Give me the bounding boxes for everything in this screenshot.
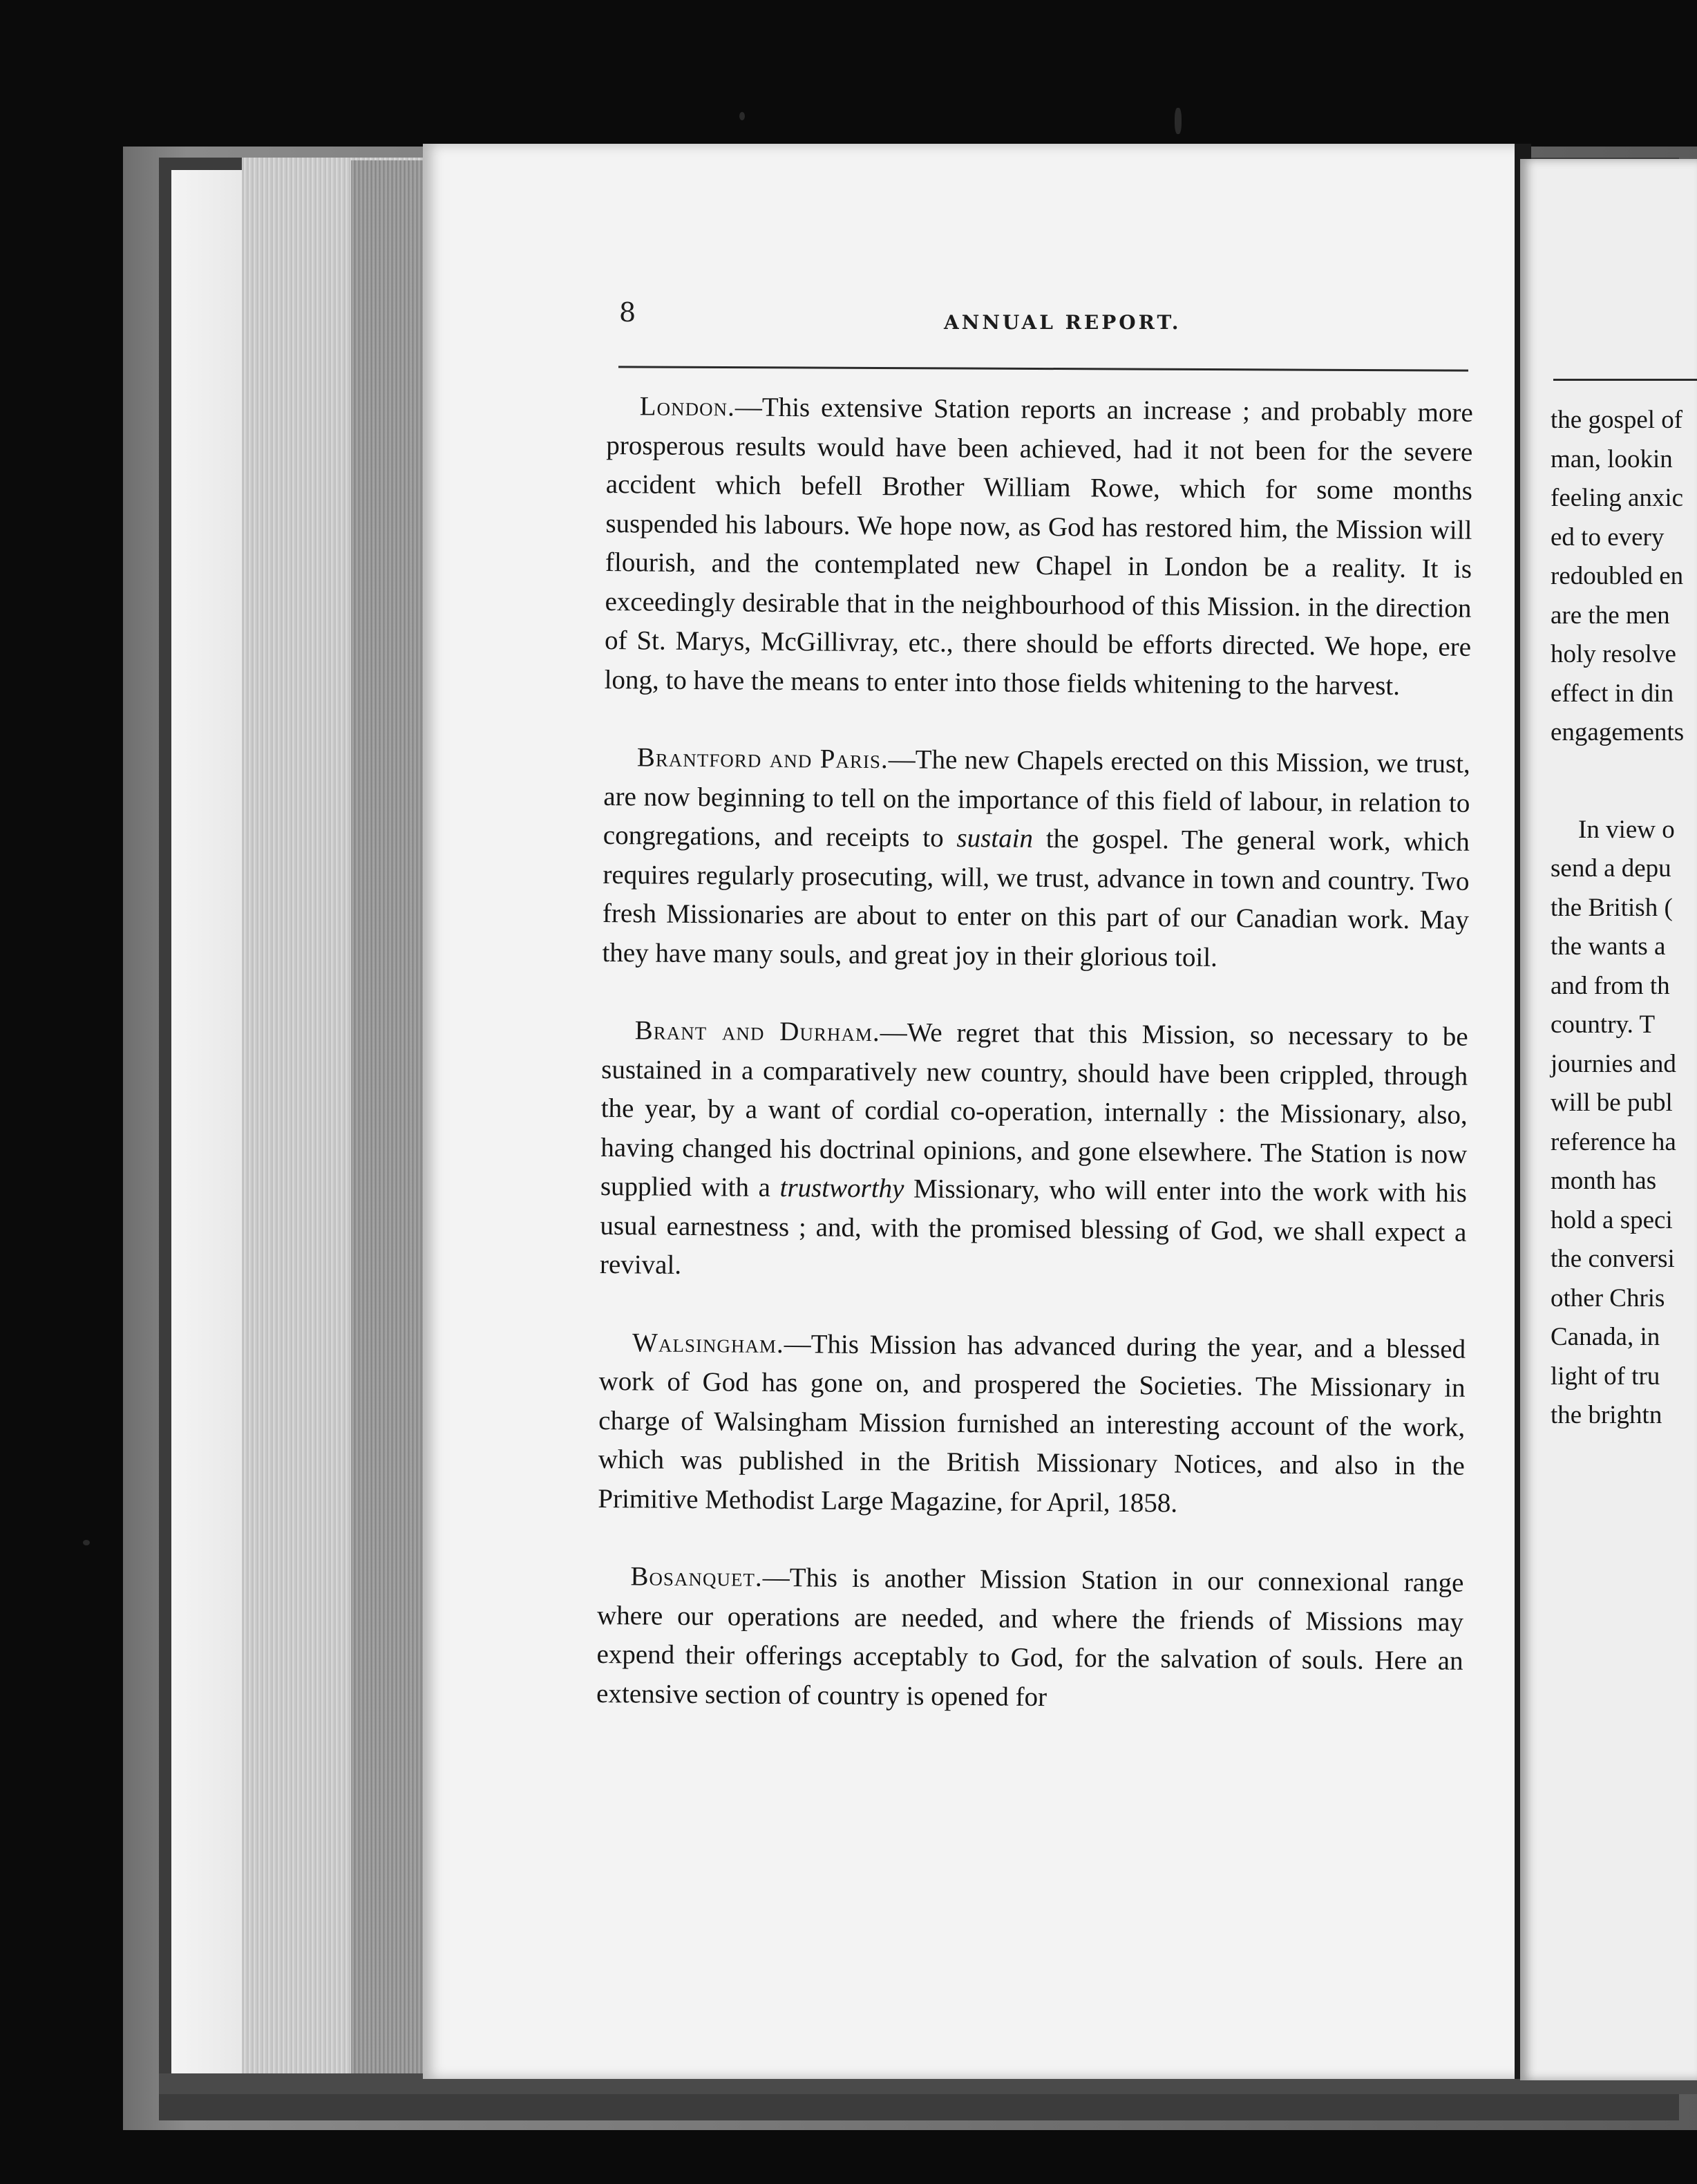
text-fragment: the wants a xyxy=(1551,932,1666,961)
text-fragment: effect in din xyxy=(1551,679,1674,708)
text-fragment: are the men xyxy=(1551,601,1670,630)
text-fragment: light of tru xyxy=(1551,1362,1660,1391)
dust-speck xyxy=(83,1540,90,1545)
paragraph xyxy=(600,1011,1468,1291)
text-fragment: and from th xyxy=(1551,971,1670,1000)
text-fragment: the gospel of xyxy=(1551,406,1683,434)
paragraph-text: —The new Chapels erected on this Mission, we trust, are now beginning to tell on the importance of this field of labour, in relation to congregations, and receipts to xyxy=(603,744,1470,853)
paragraph-heading: London. xyxy=(639,391,736,422)
text-fragment: feeling anxic xyxy=(1551,484,1684,512)
page-number: 8 xyxy=(619,297,636,328)
text-fragment: the British ( xyxy=(1551,893,1673,922)
text-fragment: other Chris xyxy=(1551,1283,1665,1312)
paragraph-heading: Bosanquet. xyxy=(630,1561,763,1592)
paragraph-text: —This is another Mission Station in our connexional range where our operations are needed, and where the friends of Missions may expend their offerings acceptably to God, for the salvation of souls. Here an extensive section of country is opened for xyxy=(596,1562,1464,1712)
paragraph xyxy=(596,1557,1464,1720)
paragraph xyxy=(604,387,1473,706)
text-fragment: the brightn xyxy=(1551,1401,1662,1429)
flyleaf xyxy=(171,170,251,2078)
text-fragment: hold a speci xyxy=(1551,1205,1673,1234)
paragraph xyxy=(602,738,1470,979)
paragraph-text: —This Mission has advanced during the year, and a blessed work of God has gone on, and prospered the Societies. The Missionary in charge of Walsingham Mission furnished an interesting account of the work, which was published in the British Missionary Notices, and also in the Primitive Methodist Large Magazine, for April, 1858. xyxy=(598,1328,1466,1518)
paragraph-heading: Brantford and Paris. xyxy=(636,742,889,775)
paragraph-text: —We regret that this Mission, so necessary to be sustained in a comparatively new country, should have been crippled, through the year, by a want of cordial co-operation, internally : the Missionary, also, having changed his doctrinal opinions, and gone elsewhere. The Station is now supplied with a xyxy=(600,1017,1468,1203)
paragraph-gap xyxy=(1551,753,1697,811)
text-fragment: the conversi xyxy=(1551,1245,1675,1273)
running-head: ANNUAL REPORT. xyxy=(944,311,1182,334)
text-fragment: Canada, in xyxy=(1551,1323,1660,1351)
right-page-head-rule xyxy=(1553,379,1697,381)
paragraph-heading: Brant and Durham. xyxy=(634,1015,880,1048)
text-fragment: month has xyxy=(1551,1167,1657,1195)
text-fragment: ed to every xyxy=(1551,523,1665,552)
text-fragment: will be publ xyxy=(1551,1089,1673,1117)
text-fragment: holy resolve xyxy=(1551,640,1676,668)
text-fragment: journies and xyxy=(1551,1049,1676,1078)
text-fragment: engagements xyxy=(1551,718,1685,746)
text-fragment: man, lookin xyxy=(1551,444,1673,473)
paragraph-text: Missionary, who will enter into the work with his usual earnestness ; and, with the promised blessing of God, we shall expect a revival. xyxy=(599,1174,1468,1280)
dust-speck xyxy=(1175,108,1182,134)
text-fragment: country. T xyxy=(1551,1010,1656,1039)
paragraph-text: —This extensive Station reports an increase ; and probably more prosperous results would have been achieved, had it not been for the severe accident which befell Brother William Rowe, which for some months suspended his labours. We hope now, as God has restored him, the Mission will flourish, and the contemplated new Chapel in London be a reality. It is exceedingly desirable that in the neighbourhood of this Mission. in the direction of St. Marys, McGillivray, etc., there should be efforts directed. We hope, ere long, to have the means to enter into those fields whitening to the harvest. xyxy=(604,392,1473,701)
page-body-text xyxy=(596,387,1472,1759)
text-fragment: In view o xyxy=(1578,815,1675,844)
emphasized-text: sustain xyxy=(956,822,1034,854)
dust-speck xyxy=(739,112,745,120)
right-page-partial xyxy=(1520,159,1697,2080)
paragraph-text: the gospel. The general work, which requires regularly prosecuting, will, we trust, advance in town and country. Two fresh Missionaries are about to enter on this part of our Canadian work. May they have many souls, and great joy in their glorious toil. xyxy=(602,823,1470,972)
text-fragment: redoubled en xyxy=(1551,562,1684,590)
page-edges-shadow xyxy=(351,160,423,2075)
emphasized-text: trustworthy xyxy=(779,1173,904,1204)
paragraph xyxy=(598,1323,1466,1525)
right-page-text-fragments xyxy=(1551,401,1697,1435)
text-fragment: send a depu xyxy=(1551,854,1671,883)
paragraph-heading: Walsingham. xyxy=(632,1327,784,1359)
text-fragment: reference ha xyxy=(1551,1127,1676,1156)
